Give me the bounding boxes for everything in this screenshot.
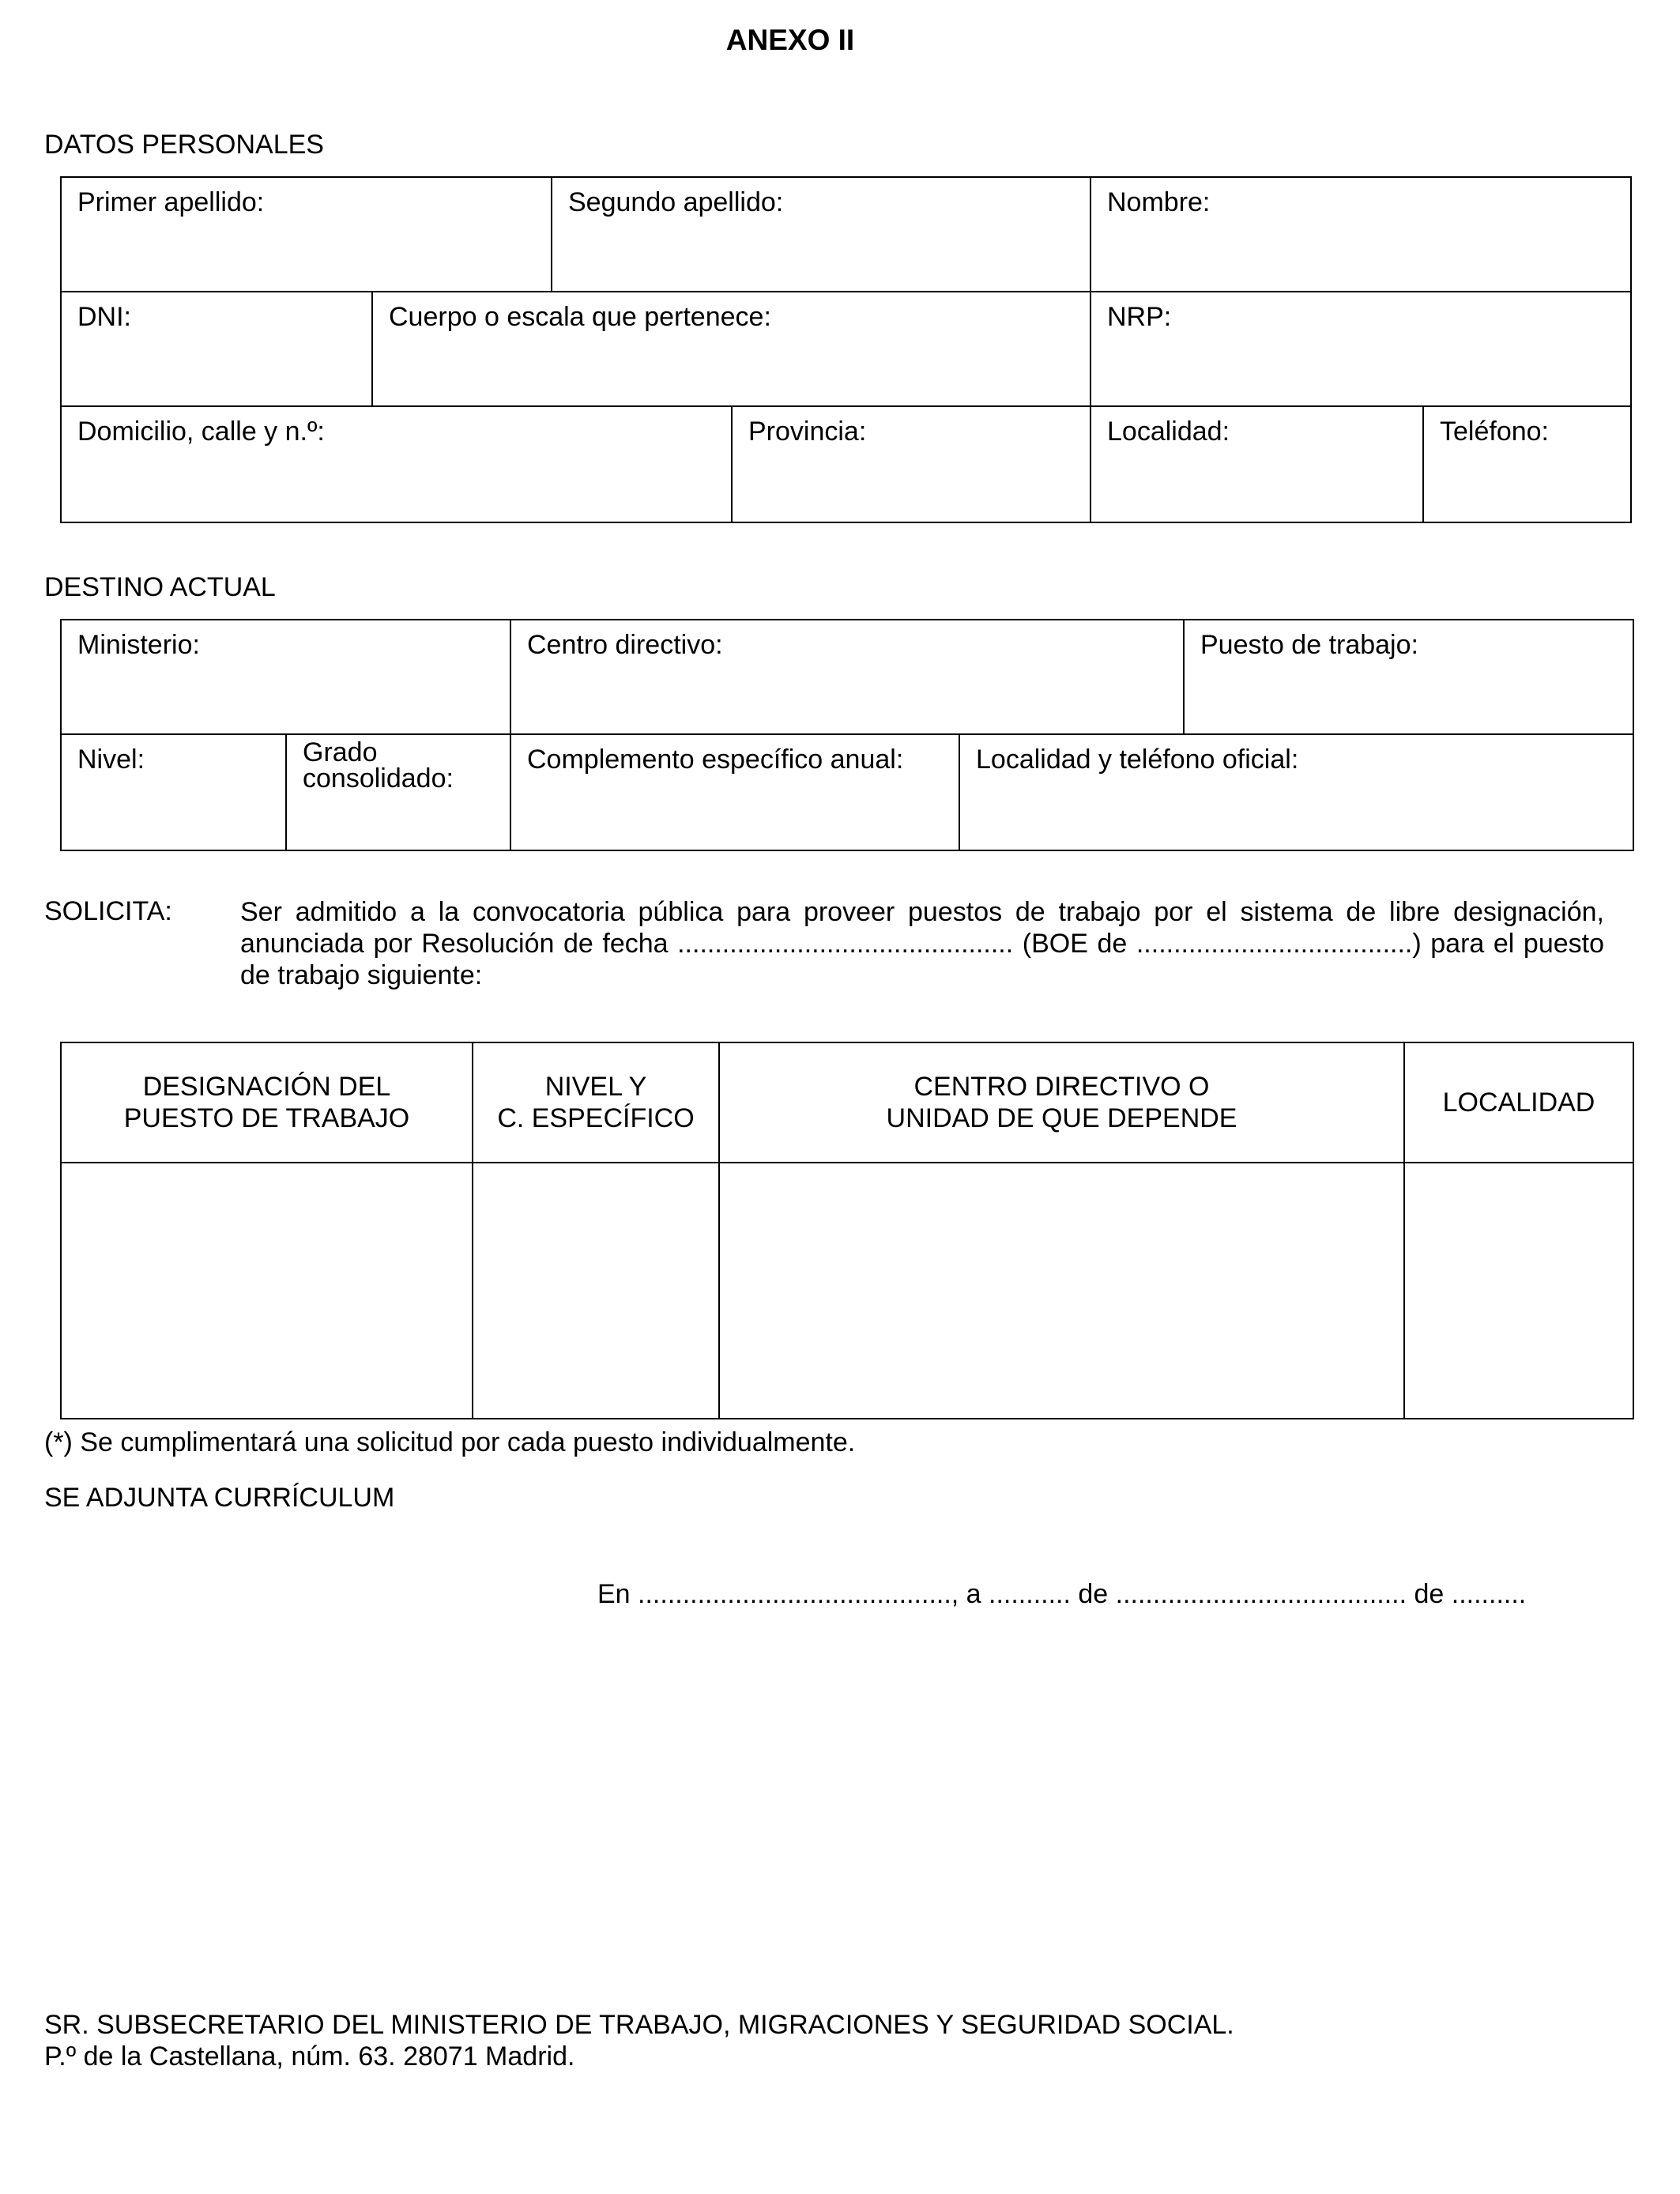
header-centro-directivo xyxy=(718,1042,1405,1163)
nivel-label: Nivel: xyxy=(77,745,145,775)
ministerio-label: Ministerio: xyxy=(77,630,200,660)
header-designacion xyxy=(60,1042,473,1163)
primer-apellido-field[interactable] xyxy=(60,176,552,292)
localidad-label: Localidad: xyxy=(1107,417,1230,447)
domicilio-field[interactable] xyxy=(60,405,733,523)
header-designacion-line1: DESIGNACIÓN DEL xyxy=(142,1072,391,1102)
section-heading-destino-actual: DESTINO ACTUAL xyxy=(44,572,276,602)
header-centro-line1: CENTRO DIRECTIVO O xyxy=(913,1072,1210,1102)
localidad-field[interactable] xyxy=(1090,405,1424,523)
grado-consolidado-field[interactable] xyxy=(285,733,511,851)
header-localidad-label: LOCALIDAD xyxy=(1442,1088,1595,1118)
nombre-field[interactable] xyxy=(1090,176,1632,292)
centro-directivo-label: Centro directivo: xyxy=(527,630,723,660)
complemento-especifico-label: Complemento específico anual: xyxy=(527,745,904,775)
address-line-2: P.º de la Castellana, núm. 63. 28071 Madrid. xyxy=(44,2041,575,2071)
header-nivel-line1: NIVEL Y xyxy=(544,1072,647,1102)
header-localidad xyxy=(1403,1042,1634,1163)
address-line-1: SR. SUBSECRETARIO DEL MINISTERIO DE TRABAJO, MIGRACIONES Y SEGURIDAD SOCIAL. xyxy=(44,2010,1234,2040)
puesto-trabajo-field[interactable] xyxy=(1183,619,1634,735)
footnote: (*) Se cumplimentará una solicitud por cada puesto individualmente. xyxy=(44,1427,856,1457)
header-nivel-line2: C. ESPECÍFICO xyxy=(497,1103,695,1133)
adjunta-curriculum: SE ADJUNTA CURRÍCULUM xyxy=(44,1483,395,1513)
nrp-field[interactable] xyxy=(1090,291,1632,407)
centro-directivo-input-cell[interactable] xyxy=(718,1162,1405,1419)
solicita-label: SOLICITA: xyxy=(44,896,172,926)
telefono-field[interactable] xyxy=(1422,405,1632,523)
place-date-line: En .........................................., a ........... de ....................................... de .......... xyxy=(597,1579,1527,1609)
domicilio-label: Domicilio, calle y n.º: xyxy=(77,417,325,447)
ministerio-field[interactable] xyxy=(60,619,511,735)
segundo-apellido-field[interactable] xyxy=(551,176,1091,292)
centro-directivo-field[interactable] xyxy=(510,619,1185,735)
complemento-especifico-field[interactable] xyxy=(510,733,960,851)
nivel-field[interactable] xyxy=(60,733,287,851)
dni-label: DNI: xyxy=(77,302,131,332)
provincia-label: Provincia: xyxy=(748,417,867,447)
primer-apellido-label: Primer apellido: xyxy=(77,187,265,217)
nrp-label: NRP: xyxy=(1107,302,1172,332)
dni-field[interactable] xyxy=(60,291,373,407)
nombre-label: Nombre: xyxy=(1107,187,1211,217)
provincia-field[interactable] xyxy=(731,405,1091,523)
page-title: ANEXO II xyxy=(725,24,855,56)
header-centro-line2: UNIDAD DE QUE DEPENDE xyxy=(886,1103,1237,1133)
section-heading-datos-personales: DATOS PERSONALES xyxy=(44,130,324,160)
localidad-input-cell[interactable] xyxy=(1403,1162,1634,1419)
solicita-text: Ser admitido a la convocatoria pública para proveer puestos de trabajo por el sistema de libre designación, anunciada por Resolución de fecha ............................................. (BOE de .....................................) para el puesto de trabajo siguiente: xyxy=(240,897,1604,990)
designacion-input-cell[interactable] xyxy=(60,1162,473,1419)
cuerpo-escala-field[interactable] xyxy=(371,291,1091,407)
grado-consolidado-label: Grado consolidado: xyxy=(303,737,454,794)
segundo-apellido-label: Segundo apellido: xyxy=(568,187,784,217)
puesto-trabajo-label: Puesto de trabajo: xyxy=(1200,630,1418,660)
cuerpo-escala-label: Cuerpo o escala que pertenece: xyxy=(389,302,771,332)
localidad-telefono-oficial-field[interactable] xyxy=(959,733,1634,851)
header-designacion-line2: PUESTO DE TRABAJO xyxy=(123,1103,410,1133)
header-nivel-especifico xyxy=(472,1042,720,1163)
nivel-especifico-input-cell[interactable] xyxy=(472,1162,720,1419)
localidad-telefono-oficial-label: Localidad y teléfono oficial: xyxy=(976,745,1299,775)
telefono-label: Teléfono: xyxy=(1440,417,1549,447)
